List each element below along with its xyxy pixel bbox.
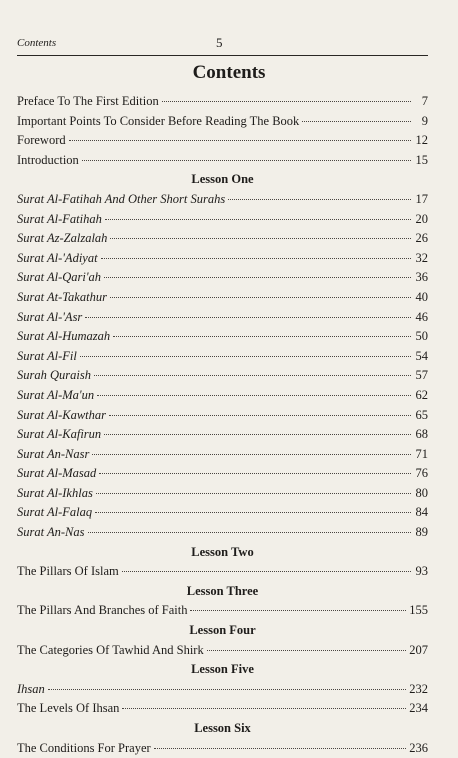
toc-entry[interactable]: [17, 386, 428, 406]
toc-entry-page: 155: [409, 603, 428, 618]
toc-entry-title: Ihsan: [17, 681, 45, 696]
toc-entry-title: Surat Al-Ma'un: [17, 387, 95, 402]
dot-leader: [109, 414, 411, 416]
toc-entry-title: Surat Az-Zalzalah: [17, 231, 108, 246]
toc-entry-title: Surat Al-Falaq: [17, 505, 93, 520]
dot-leader: [122, 570, 411, 572]
toc-lesson-heading: Lesson Two: [191, 544, 254, 559]
toc-entry[interactable]: [17, 249, 428, 269]
toc-entry[interactable]: [17, 131, 428, 151]
dot-leader: [105, 218, 411, 220]
toc-entry-page: 93: [415, 564, 428, 579]
running-header-section: Contents: [17, 37, 57, 49]
dot-leader: [154, 747, 407, 749]
toc-entry-title: Surat Al-'Adiyat: [17, 250, 98, 265]
toc-entry-page: 15: [415, 152, 428, 167]
dot-leader: [80, 355, 411, 357]
toc-entry-page: 40: [415, 289, 428, 304]
dot-leader: [48, 688, 406, 690]
toc-entry[interactable]: [17, 210, 428, 230]
toc-lesson-heading: Lesson Three: [186, 583, 259, 598]
dot-leader: [207, 649, 407, 651]
table-of-contents: [17, 92, 428, 758]
toc-entry[interactable]: [17, 151, 428, 171]
toc-entry[interactable]: [17, 680, 428, 700]
toc-entry-title: Foreword: [17, 133, 66, 148]
dot-leader: [110, 296, 411, 298]
toc-entry[interactable]: [17, 641, 428, 661]
toc-entry-page: 9: [421, 113, 428, 128]
toc-entry[interactable]: [17, 92, 428, 112]
toc-entry[interactable]: [17, 601, 428, 621]
toc-lesson-heading: Lesson Four: [189, 623, 256, 638]
toc-entry-title: The Pillars Of Islam: [17, 564, 119, 579]
toc-entry-title: Surat Al-'Asr: [17, 309, 83, 324]
toc-entry-title: Surat An-Nas: [17, 525, 85, 540]
toc-entry-page: 17: [415, 191, 428, 206]
toc-entry-title: The Categories Of Tawhid And Shirk: [17, 642, 204, 657]
dot-leader: [101, 257, 411, 259]
toc-entry-title: Introduction: [17, 152, 79, 167]
toc-entry-page: 7: [421, 94, 428, 108]
dot-leader: [97, 394, 411, 396]
toc-entry-page: 236: [409, 740, 428, 755]
dot-leader: [85, 316, 411, 318]
toc-lesson-heading: Lesson Five: [191, 662, 254, 677]
toc-entry-title: The Pillars And Branches of Faith: [17, 603, 188, 618]
toc-entry-page: 80: [415, 485, 428, 500]
toc-entry-title: Surat Al-Fil: [17, 348, 77, 363]
toc-entry-page: 54: [415, 348, 428, 363]
toc-entry-title: The Levels Of Ihsan: [17, 701, 120, 716]
toc-entry-page: 26: [415, 231, 428, 246]
toc-entry[interactable]: [17, 503, 428, 523]
toc-entry-title: Surat Al-Fatihah: [17, 211, 102, 226]
toc-entry-title: Surat Al-Fatihah And Other Short Surahs: [17, 191, 226, 206]
toc-entry-title: Surat Al-Humazah: [17, 329, 111, 344]
toc-entry-page: 36: [415, 270, 428, 285]
toc-entry[interactable]: [17, 445, 428, 465]
toc-entry[interactable]: [17, 406, 428, 426]
toc-entry[interactable]: [17, 288, 428, 308]
toc-entry-title: Surat Al-Ikhlas: [17, 485, 93, 500]
running-header: [17, 37, 428, 56]
toc-entry[interactable]: [17, 425, 428, 445]
toc-entry-page: 57: [415, 368, 428, 383]
toc-entry-title: Surat At-Takathur: [17, 289, 107, 304]
dot-leader: [94, 374, 411, 376]
toc-entry-page: 68: [415, 427, 428, 442]
toc-entry[interactable]: [17, 562, 428, 582]
toc-entry[interactable]: [17, 112, 428, 132]
dot-leader: [302, 120, 411, 122]
toc-entry-page: 62: [415, 387, 428, 402]
toc-entry-title: Surat Al-Kafirun: [17, 427, 102, 442]
toc-entry-page: 50: [415, 329, 428, 344]
dot-leader: [92, 453, 411, 455]
dot-leader: [122, 707, 406, 709]
toc-entry-page: 65: [415, 407, 428, 422]
toc-entry[interactable]: [17, 229, 428, 249]
toc-entry[interactable]: [17, 523, 428, 543]
dot-leader: [110, 237, 411, 239]
dot-leader: [82, 159, 411, 161]
toc-entry[interactable]: [17, 464, 428, 484]
dot-leader: [113, 335, 411, 337]
toc-entry-page: 71: [415, 446, 428, 461]
toc-entry-title: Surat Al-Kawthar: [17, 407, 107, 422]
toc-entry-page: 12: [415, 133, 428, 148]
dot-leader: [104, 433, 411, 435]
dot-leader: [104, 276, 411, 278]
toc-entry-title: Surah Quraish: [17, 368, 91, 383]
toc-entry[interactable]: [17, 347, 428, 367]
dot-leader: [69, 139, 411, 141]
toc-entry-page: 89: [415, 525, 428, 540]
toc-lesson-heading: Lesson Six: [194, 721, 251, 735]
toc-entry-page: 76: [415, 466, 428, 481]
toc-entry[interactable]: [17, 484, 428, 504]
toc-entry[interactable]: [17, 699, 428, 719]
dot-leader: [190, 609, 406, 611]
toc-entry-title: Surat Al-Masad: [17, 466, 97, 481]
toc-entry-title: The Conditions For Prayer: [17, 740, 151, 755]
toc-entry[interactable]: [17, 327, 428, 347]
toc-entry-title: Surat An-Nasr: [17, 446, 90, 461]
toc-entry-page: 32: [415, 250, 428, 265]
dot-leader: [99, 472, 411, 474]
dot-leader: [228, 198, 411, 200]
dot-leader: [96, 492, 411, 494]
toc-entry-title: Preface To The First Edition: [17, 94, 159, 108]
toc-entry-title: Surat Al-Qari'ah: [17, 270, 102, 285]
toc-entry[interactable]: [17, 268, 428, 288]
dot-leader: [88, 531, 412, 533]
toc-entry-page: 46: [415, 309, 428, 324]
toc-entry-page: 20: [415, 211, 428, 226]
toc-entry-page: 84: [415, 505, 428, 520]
toc-entry-page: 207: [409, 642, 428, 657]
page-number: 5: [216, 35, 223, 50]
toc-entry-page: 234: [409, 701, 428, 716]
toc-entry[interactable]: [17, 308, 428, 328]
dot-leader: [95, 511, 411, 513]
toc-entry[interactable]: [17, 190, 428, 210]
toc-lesson-heading: Lesson One: [191, 172, 254, 187]
toc-entry-title: Important Points To Consider Before Reading The Book: [17, 113, 300, 128]
page-title: Contents: [192, 62, 266, 83]
toc-entry[interactable]: [17, 366, 428, 386]
toc-entry[interactable]: [17, 739, 428, 758]
toc-entry-page: 232: [409, 681, 428, 696]
dot-leader: [162, 100, 411, 102]
